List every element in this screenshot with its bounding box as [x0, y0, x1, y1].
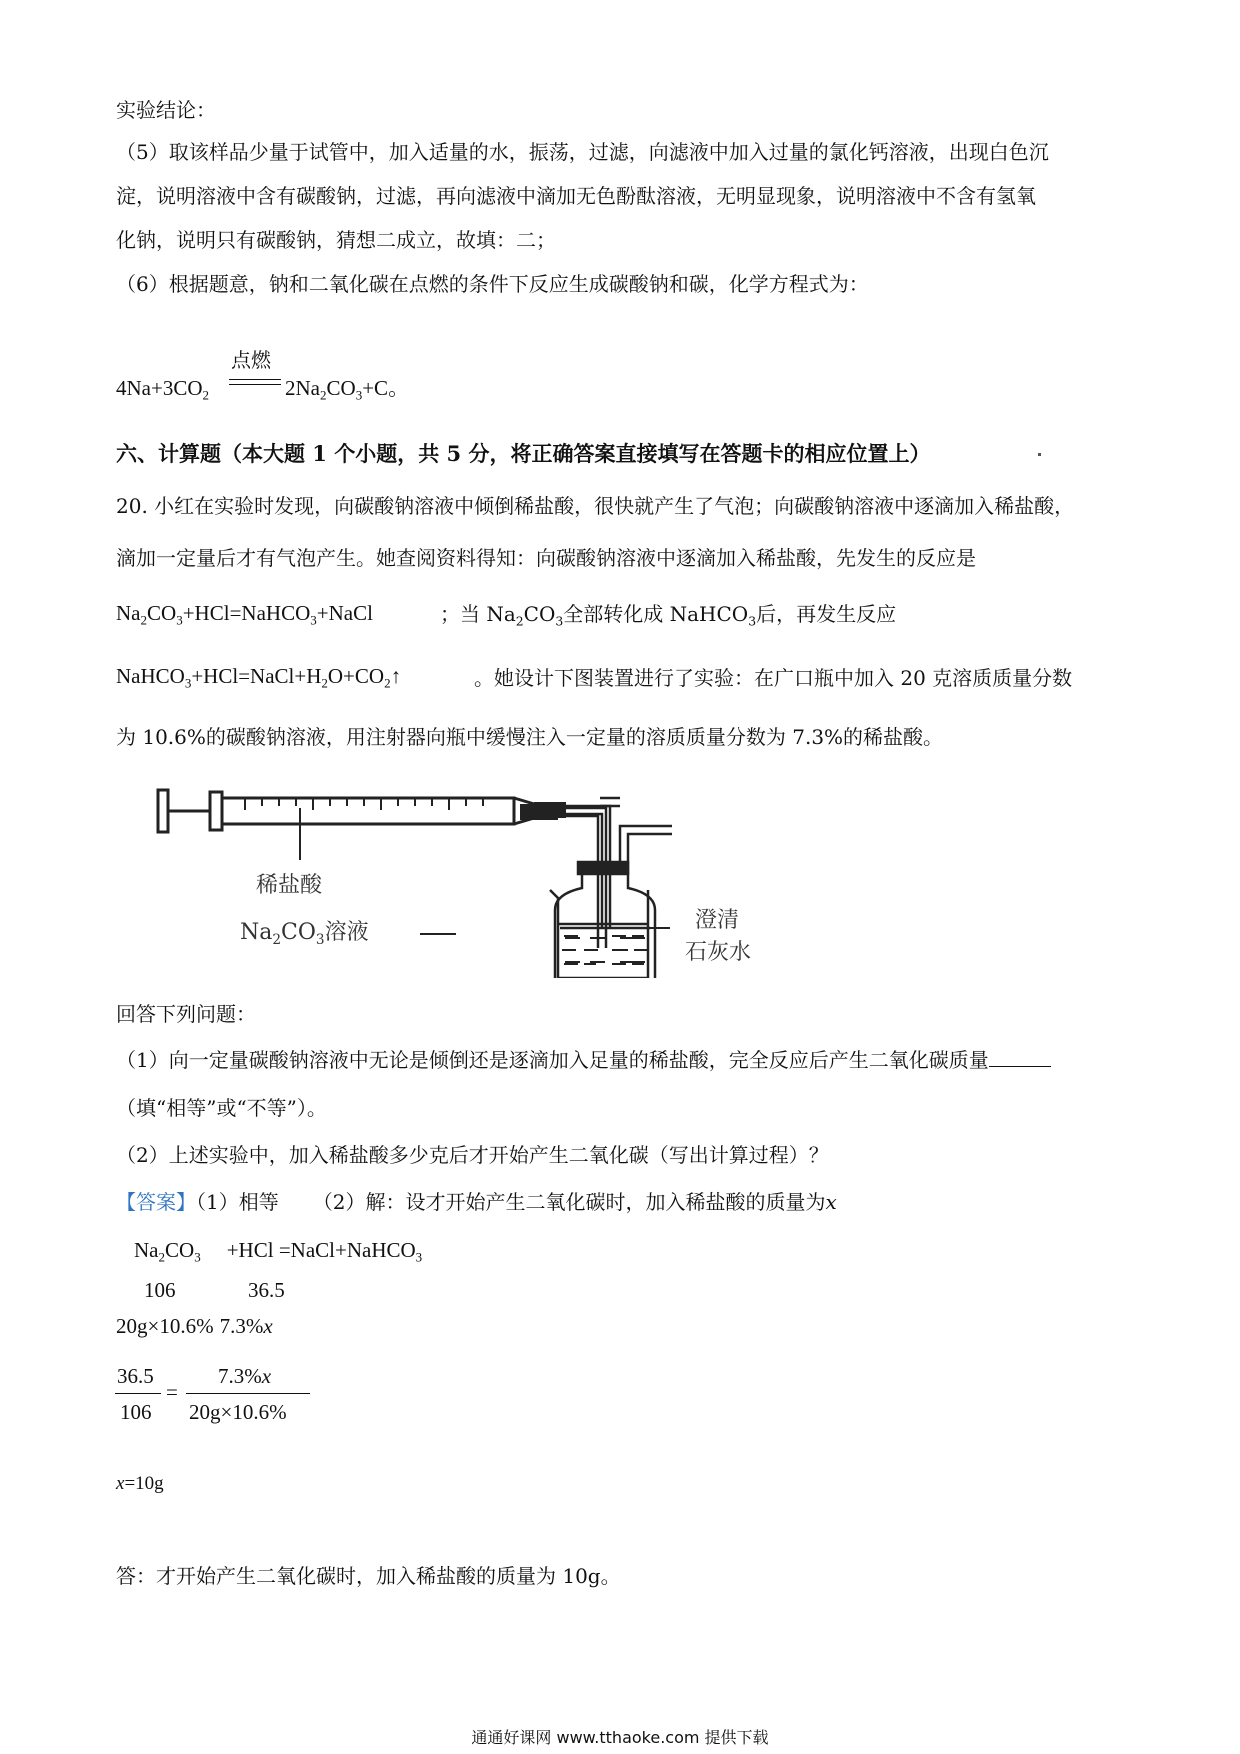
frac-equals: = [166, 1380, 178, 1404]
conclusion-title: 实验结论： [116, 98, 216, 122]
frac-left-num: 36.5 [117, 1364, 154, 1388]
q20-line2: 滴加一定量后才有气泡产生。她查阅资料得知：向碳酸钠溶液中逐滴加入稀盐酸，先发生的反应是 [116, 546, 976, 570]
q20-line4: 。她设计下图装置进行了实验：在广口瓶中加入 20 克溶质质量分数 [474, 666, 1073, 690]
answer-blank [989, 1050, 1051, 1067]
frac-left-den: 106 [120, 1400, 152, 1424]
item6-condition: 点燃 [231, 348, 271, 372]
item5-line3: 化钠，说明只有碳酸钠，猜想二成立，故填：二； [116, 228, 556, 252]
equals-line-top [229, 379, 281, 380]
answer-questions: 回答下列问题： [116, 1002, 256, 1026]
frac-right-den: 20g×10.6% [189, 1400, 287, 1424]
item6-equation-left: $4Na+3CO_2$ [116, 376, 210, 403]
q20-line1: 20. 小红在实验时发现，向碳酸钠溶液中倾倒稀盐酸，很快就产生了气泡；向碳酸钠溶液中逐滴加入稀盐酸， [116, 494, 1075, 518]
q20-line5: 为 10.6%的碳酸钠溶液，用注射器向瓶中缓慢注入一定量的溶质质量分数为 7.3%的稀盐酸。 [116, 725, 944, 749]
frac-right-bar [186, 1393, 310, 1394]
item5-line1: （5）取该样品少量于试管中，加入适量的水，振荡，过滤，向滤液中加入过量的氯化钙溶液，出现白色沉 [116, 140, 1049, 164]
diagram-label-limewater-2: 石灰水 [685, 940, 752, 965]
calc-mass-row: 20g×10.6% 7.3%x [116, 1314, 273, 1338]
sub1-line2: （填“相等”或“不等”）。 [116, 1096, 327, 1120]
section6-heading: 六、计算题（本大题 1 个小题，共 5 分，将正确答案直接填写在答题卡的相应位置上） [116, 441, 931, 466]
q20-equation2: $NaHCO_3+HCl=NaCl+H_2O+CO_2↑$ [116, 664, 402, 691]
diagram-label-acid: 稀盐酸 [256, 873, 323, 898]
item6-equation-right: $2Na_2CO_3+C$。 [285, 376, 410, 403]
equals-line-bottom [229, 384, 281, 385]
item6-line1: （6）根据题意，钠和二氧化碳在点燃的条件下反应生成碳酸钠和碳，化学方程式为： [116, 272, 869, 296]
sub1-line1: （1）向一定量碳酸钠溶液中无论是倾倒还是逐滴加入足量的稀盐酸，完全反应后产生二氧化碳质量 [116, 1050, 1051, 1070]
decorative-dot [1038, 453, 1041, 456]
q20-equation1: $Na_2CO_3+HCl=NaHCO_3+NaCl$ [116, 601, 373, 628]
frac-left-bar [115, 1393, 161, 1394]
frac-right-num: 7.3%x [218, 1364, 272, 1388]
page-footer: 通通好课网 www.tthaoke.com 提供下载 [471, 1728, 769, 1747]
calc-mw1: 106 [144, 1278, 176, 1302]
diagram-label-limewater-1: 澄清 [695, 908, 740, 933]
answer-label: 【答案】 [116, 1190, 196, 1214]
calc-mw2: 36.5 [248, 1278, 285, 1302]
item5-line2: 淀，说明溶液中含有碳酸钠，过滤，再向滤液中滴加无色酚酞溶液，无明显现象，说明溶液中不含有氢氧 [116, 184, 1036, 208]
sub2: （2）上述实验中，加入稀盐酸多少克后才开始产生二氧化碳（写出计算过程）？ [116, 1143, 829, 1167]
final-answer: 答：才开始产生二氧化碳时，加入稀盐酸的质量为 10g。 [116, 1564, 621, 1588]
calc-equation: $Na_2CO_3 +HCl$ =NaCl+NaHCO$_3$ [134, 1238, 423, 1265]
answer-line: 【答案】（1）相等 （2）解：设才开始产生二氧化碳时，加入稀盐酸的质量为x [116, 1190, 837, 1214]
calc-result: x=10g [116, 1473, 164, 1494]
q20-line3: ；当 $Na_2CO_3$全部转化成 NaHCO$_3$后，再发生反应 [440, 602, 897, 629]
diagram-label-na2co3: $Na_2CO_3$溶液 [240, 920, 369, 948]
